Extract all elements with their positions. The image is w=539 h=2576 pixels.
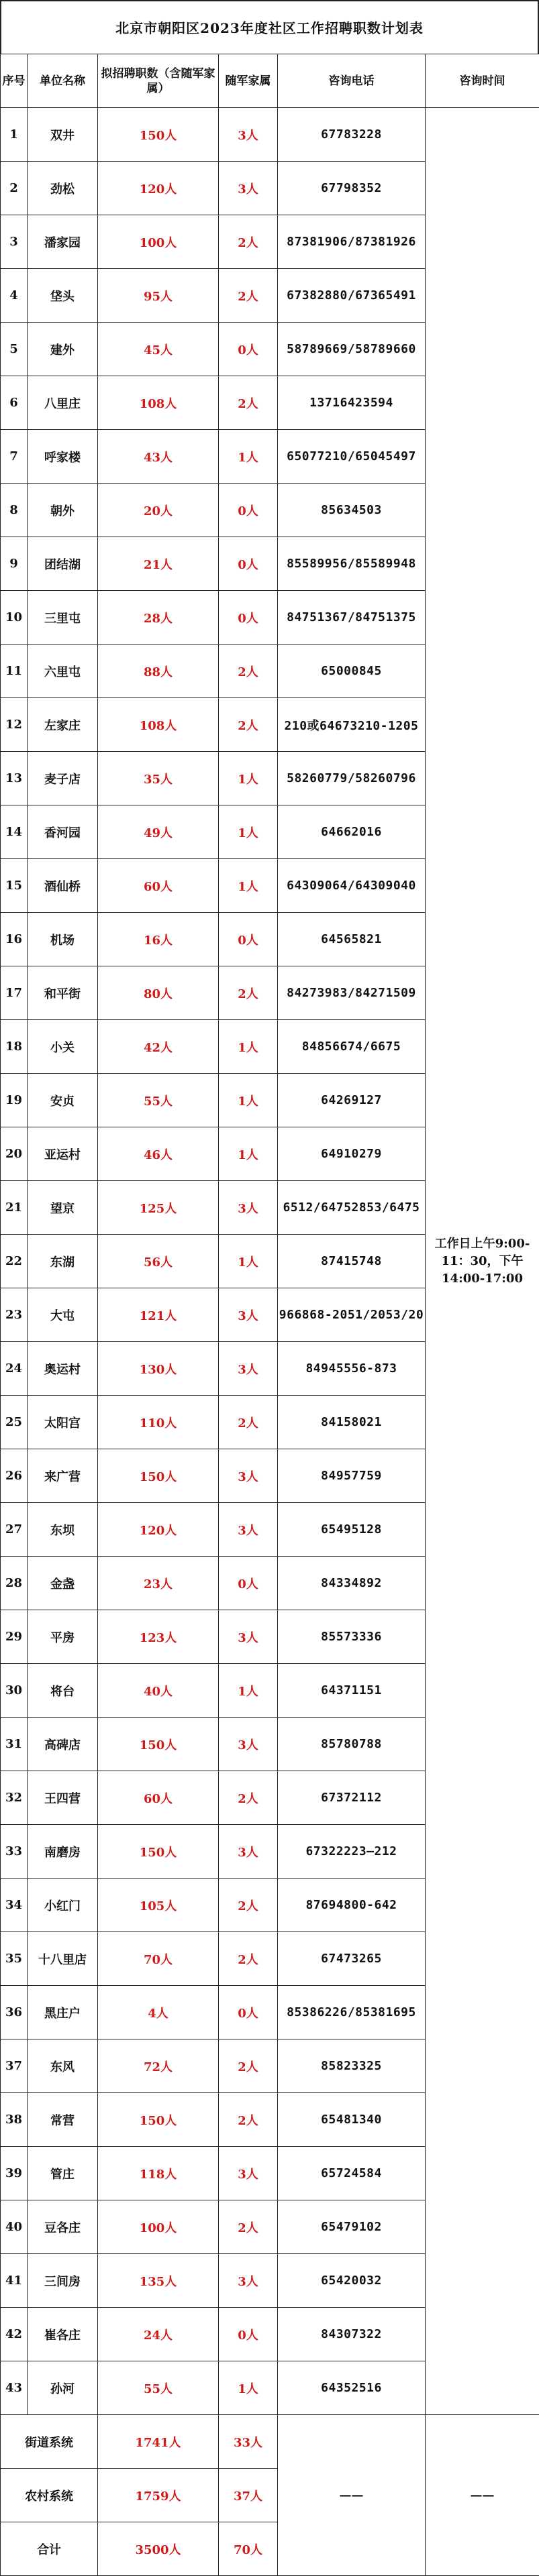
- planned-count: 24人: [98, 2308, 219, 2361]
- unit-name: 将台: [28, 1664, 98, 1718]
- consult-phone: 85589956/85589948: [278, 537, 426, 591]
- military-count: 1人: [219, 430, 278, 484]
- unit-name: 三里屯: [28, 591, 98, 645]
- unit-name: 崔各庄: [28, 2308, 98, 2361]
- row-number: 17: [1, 966, 28, 1020]
- unit-name: 建外: [28, 323, 98, 376]
- planned-count: 20人: [98, 484, 219, 537]
- recruitment-table: [0, 54, 539, 2576]
- planned-count: 150人: [98, 1449, 219, 1503]
- unit-name: 亚运村: [28, 1127, 98, 1181]
- military-count: 1人: [219, 2361, 278, 2415]
- row-number: 12: [1, 698, 28, 752]
- unit-name: 酒仙桥: [28, 859, 98, 913]
- planned-count: 150人: [98, 108, 219, 162]
- consult-phone: 64352516: [278, 2361, 426, 2415]
- planned-count: 123人: [98, 1610, 219, 1664]
- unit-name: 豆各庄: [28, 2200, 98, 2254]
- consult-phone: 67322223—212: [278, 1825, 426, 1879]
- planned-count: 40人: [98, 1664, 219, 1718]
- unit-name: 呼家楼: [28, 430, 98, 484]
- header-phone: 咨询电话: [278, 54, 426, 108]
- military-count: 3人: [219, 1181, 278, 1235]
- planned-count: 108人: [98, 376, 219, 430]
- planned-count: 150人: [98, 1825, 219, 1879]
- consult-phone: 65495128: [278, 1503, 426, 1557]
- consult-phone: 84957759: [278, 1449, 426, 1503]
- military-count: 2人: [219, 1879, 278, 1932]
- military-count: 3人: [219, 108, 278, 162]
- header-planned: 拟招聘职数（含随军家属）: [98, 54, 219, 108]
- row-number: 40: [1, 2200, 28, 2254]
- unit-name: 潘家园: [28, 215, 98, 269]
- unit-name: 小红门: [28, 1879, 98, 1932]
- unit-name: 三间房: [28, 2254, 98, 2308]
- summary-planned: 1741人: [98, 2415, 219, 2469]
- consult-phone: 64565821: [278, 913, 426, 966]
- row-number: 22: [1, 1235, 28, 1288]
- planned-count: 80人: [98, 966, 219, 1020]
- row-number: 36: [1, 1986, 28, 2039]
- military-count: 2人: [219, 2200, 278, 2254]
- planned-count: 150人: [98, 1718, 219, 1771]
- consult-phone: 64662016: [278, 805, 426, 859]
- row-number: 37: [1, 2039, 28, 2093]
- military-count: 1人: [219, 752, 278, 805]
- consult-phone: 65724584: [278, 2147, 426, 2200]
- page-title: 北京市朝阳区2023年度社区工作招聘职数计划表: [0, 0, 539, 54]
- row-number: 39: [1, 2147, 28, 2200]
- consult-phone: 64269127: [278, 1074, 426, 1127]
- row-number: 33: [1, 1825, 28, 1879]
- unit-name: 南磨房: [28, 1825, 98, 1879]
- military-count: 0人: [219, 1557, 278, 1610]
- consult-phone: 87694800-642: [278, 1879, 426, 1932]
- summary-military: 33人: [219, 2415, 278, 2469]
- military-count: 2人: [219, 966, 278, 1020]
- unit-name: 双井: [28, 108, 98, 162]
- row-number: 31: [1, 1718, 28, 1771]
- summary-time-dash: ——: [426, 2415, 539, 2576]
- consult-phone: 85386226/85381695: [278, 1986, 426, 2039]
- consult-phone: 84334892: [278, 1557, 426, 1610]
- header-no: 序号: [1, 54, 28, 108]
- consult-phone: 65077210/65045497: [278, 430, 426, 484]
- consult-phone: 64910279: [278, 1127, 426, 1181]
- military-count: 1人: [219, 805, 278, 859]
- military-count: 2人: [219, 1932, 278, 1986]
- row-number: 1: [1, 108, 28, 162]
- header-military: 随军家属: [219, 54, 278, 108]
- consult-phone: 84273983/84271509: [278, 966, 426, 1020]
- row-number: 9: [1, 537, 28, 591]
- summary-label: 合计: [1, 2522, 98, 2576]
- unit-name: 高碑店: [28, 1718, 98, 1771]
- consult-phone: 67372112: [278, 1771, 426, 1825]
- row-number: 41: [1, 2254, 28, 2308]
- military-count: 0人: [219, 2308, 278, 2361]
- unit-name: 八里庄: [28, 376, 98, 430]
- military-count: 3人: [219, 2254, 278, 2308]
- row-number: 13: [1, 752, 28, 805]
- planned-count: 121人: [98, 1288, 219, 1342]
- consult-phone: 85573336: [278, 1610, 426, 1664]
- row-number: 29: [1, 1610, 28, 1664]
- military-count: 0人: [219, 484, 278, 537]
- planned-count: 100人: [98, 215, 219, 269]
- consult-time: 工作日上午9:00-11：30，下午14:00-17:00: [426, 108, 539, 2415]
- consult-phone: 210或64673210-1205: [278, 698, 426, 752]
- unit-name: 望京: [28, 1181, 98, 1235]
- row-number: 7: [1, 430, 28, 484]
- row-number: 8: [1, 484, 28, 537]
- summary-military: 37人: [219, 2469, 278, 2522]
- row-number: 6: [1, 376, 28, 430]
- military-count: 3人: [219, 1503, 278, 1557]
- planned-count: 35人: [98, 752, 219, 805]
- unit-name: 十八里店: [28, 1932, 98, 1986]
- unit-name: 平房: [28, 1610, 98, 1664]
- planned-count: 135人: [98, 2254, 219, 2308]
- consult-phone: 84307322: [278, 2308, 426, 2361]
- header-unit: 单位名称: [28, 54, 98, 108]
- planned-count: 4人: [98, 1986, 219, 2039]
- military-count: 2人: [219, 1771, 278, 1825]
- military-count: 1人: [219, 1664, 278, 1718]
- planned-count: 120人: [98, 162, 219, 215]
- planned-count: 56人: [98, 1235, 219, 1288]
- consult-phone: 6512/64752853/6475: [278, 1181, 426, 1235]
- military-count: 3人: [219, 2147, 278, 2200]
- row-number: 10: [1, 591, 28, 645]
- consult-phone: 85634503: [278, 484, 426, 537]
- consult-phone: 65481340: [278, 2093, 426, 2147]
- row-number: 11: [1, 645, 28, 698]
- military-count: 0人: [219, 323, 278, 376]
- row-number: 34: [1, 1879, 28, 1932]
- planned-count: 60人: [98, 1771, 219, 1825]
- military-count: 2人: [219, 1396, 278, 1449]
- row-number: 14: [1, 805, 28, 859]
- planned-count: 72人: [98, 2039, 219, 2093]
- row-number: 3: [1, 215, 28, 269]
- planned-count: 95人: [98, 269, 219, 323]
- consult-phone: 64309064/64309040: [278, 859, 426, 913]
- planned-count: 60人: [98, 859, 219, 913]
- summary-body: [1, 2415, 539, 2576]
- unit-name: 奥运村: [28, 1342, 98, 1396]
- military-count: 2人: [219, 645, 278, 698]
- planned-count: 125人: [98, 1181, 219, 1235]
- unit-name: 太阳宫: [28, 1396, 98, 1449]
- consult-phone: 13716423594: [278, 376, 426, 430]
- planned-count: 108人: [98, 698, 219, 752]
- consult-phone: 84158021: [278, 1396, 426, 1449]
- row-number: 30: [1, 1664, 28, 1718]
- military-count: 3人: [219, 1449, 278, 1503]
- unit-name: 小关: [28, 1020, 98, 1074]
- row-number: 25: [1, 1396, 28, 1449]
- military-count: 2人: [219, 269, 278, 323]
- consult-phone: 58260779/58260796: [278, 752, 426, 805]
- planned-count: 100人: [98, 2200, 219, 2254]
- row-number: 16: [1, 913, 28, 966]
- summary-label: 农村系统: [1, 2469, 98, 2522]
- row-number: 32: [1, 1771, 28, 1825]
- unit-name: 和平街: [28, 966, 98, 1020]
- military-count: 1人: [219, 1020, 278, 1074]
- row-number: 15: [1, 859, 28, 913]
- planned-count: 110人: [98, 1396, 219, 1449]
- unit-name: 左家庄: [28, 698, 98, 752]
- row-number: 42: [1, 2308, 28, 2361]
- consult-phone: 67382880/67365491: [278, 269, 426, 323]
- unit-name: 常营: [28, 2093, 98, 2147]
- planned-count: 88人: [98, 645, 219, 698]
- consult-phone: 67798352: [278, 162, 426, 215]
- planned-count: 150人: [98, 2093, 219, 2147]
- military-count: 1人: [219, 1127, 278, 1181]
- row-number: 4: [1, 269, 28, 323]
- consult-phone: 65420032: [278, 2254, 426, 2308]
- unit-name: 东坝: [28, 1503, 98, 1557]
- unit-name: 香河园: [28, 805, 98, 859]
- military-count: 3人: [219, 1288, 278, 1342]
- planned-count: 21人: [98, 537, 219, 591]
- row-number: 18: [1, 1020, 28, 1074]
- military-count: 3人: [219, 1718, 278, 1771]
- unit-name: 王四营: [28, 1771, 98, 1825]
- summary-label: 街道系统: [1, 2415, 98, 2469]
- military-count: 2人: [219, 2093, 278, 2147]
- military-count: 1人: [219, 1235, 278, 1288]
- unit-name: 机场: [28, 913, 98, 966]
- row-number: 38: [1, 2093, 28, 2147]
- military-count: 3人: [219, 1825, 278, 1879]
- consult-phone: 65479102: [278, 2200, 426, 2254]
- planned-count: 46人: [98, 1127, 219, 1181]
- unit-name: 东风: [28, 2039, 98, 2093]
- consult-phone: 84751367/84751375: [278, 591, 426, 645]
- military-count: 0人: [219, 591, 278, 645]
- planned-count: 55人: [98, 2361, 219, 2415]
- unit-name: 东湖: [28, 1235, 98, 1288]
- unit-name: 团结湖: [28, 537, 98, 591]
- row-number: 23: [1, 1288, 28, 1342]
- consult-phone: 65000845: [278, 645, 426, 698]
- row-number: 21: [1, 1181, 28, 1235]
- unit-name: 孙河: [28, 2361, 98, 2415]
- summary-planned: 3500人: [98, 2522, 219, 2576]
- table-header-row: [1, 54, 539, 108]
- military-count: 0人: [219, 537, 278, 591]
- consult-phone: 64371151: [278, 1664, 426, 1718]
- consult-phone: 67783228: [278, 108, 426, 162]
- military-count: 2人: [219, 698, 278, 752]
- planned-count: 49人: [98, 805, 219, 859]
- table-body: [1, 108, 539, 2415]
- consult-phone: 84945556-873: [278, 1342, 426, 1396]
- row-number: 20: [1, 1127, 28, 1181]
- planned-count: 70人: [98, 1932, 219, 1986]
- military-count: 1人: [219, 859, 278, 913]
- unit-name: 黑庄户: [28, 1986, 98, 2039]
- summary-planned: 1759人: [98, 2469, 219, 2522]
- military-count: 2人: [219, 376, 278, 430]
- unit-name: 朝外: [28, 484, 98, 537]
- military-count: 0人: [219, 913, 278, 966]
- row-number: 35: [1, 1932, 28, 1986]
- consult-phone: 87415748: [278, 1235, 426, 1288]
- row-number: 24: [1, 1342, 28, 1396]
- military-count: 3人: [219, 1610, 278, 1664]
- summary-row: [1, 2415, 539, 2469]
- row-number: 27: [1, 1503, 28, 1557]
- unit-name: 大屯: [28, 1288, 98, 1342]
- military-count: 3人: [219, 1342, 278, 1396]
- row-number: 28: [1, 1557, 28, 1610]
- military-count: 3人: [219, 162, 278, 215]
- planned-count: 118人: [98, 2147, 219, 2200]
- row-number: 43: [1, 2361, 28, 2415]
- unit-name: 劲松: [28, 162, 98, 215]
- planned-count: 55人: [98, 1074, 219, 1127]
- unit-name: 金盏: [28, 1557, 98, 1610]
- unit-name: 麦子店: [28, 752, 98, 805]
- military-count: 2人: [219, 215, 278, 269]
- summary-phone-dash: ——: [278, 2415, 426, 2576]
- unit-name: 垡头: [28, 269, 98, 323]
- planned-count: 28人: [98, 591, 219, 645]
- planned-count: 43人: [98, 430, 219, 484]
- summary-military: 70人: [219, 2522, 278, 2576]
- consult-phone: 84856674/6675: [278, 1020, 426, 1074]
- consult-phone: 85823325: [278, 2039, 426, 2093]
- planned-count: 42人: [98, 1020, 219, 1074]
- military-count: 1人: [219, 1074, 278, 1127]
- consult-phone: 966868-2051/2053/20: [278, 1288, 426, 1342]
- row-number: 26: [1, 1449, 28, 1503]
- planned-count: 23人: [98, 1557, 219, 1610]
- consult-phone: 87381906/87381926: [278, 215, 426, 269]
- military-count: 0人: [219, 1986, 278, 2039]
- planned-count: 120人: [98, 1503, 219, 1557]
- consult-phone: 67473265: [278, 1932, 426, 1986]
- unit-name: 六里屯: [28, 645, 98, 698]
- planned-count: 16人: [98, 913, 219, 966]
- header-time: 咨询时间: [426, 54, 539, 108]
- table-row: [1, 108, 539, 162]
- row-number: 5: [1, 323, 28, 376]
- row-number: 19: [1, 1074, 28, 1127]
- unit-name: 管庄: [28, 2147, 98, 2200]
- consult-phone: 58789669/58789660: [278, 323, 426, 376]
- consult-phone: 85780788: [278, 1718, 426, 1771]
- row-number: 2: [1, 162, 28, 215]
- planned-count: 105人: [98, 1879, 219, 1932]
- unit-name: 安贞: [28, 1074, 98, 1127]
- unit-name: 来广营: [28, 1449, 98, 1503]
- military-count: 2人: [219, 2039, 278, 2093]
- planned-count: 45人: [98, 323, 219, 376]
- planned-count: 130人: [98, 1342, 219, 1396]
